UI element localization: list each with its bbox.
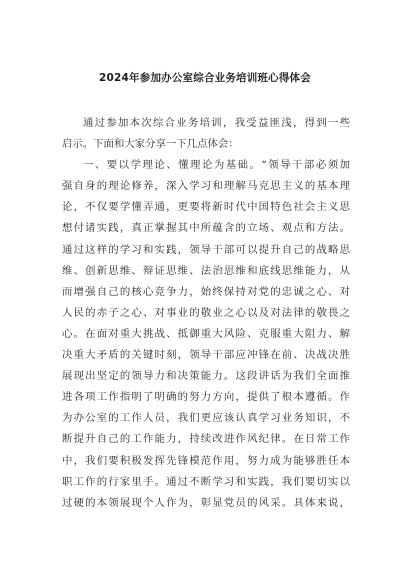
paragraph-line: 通过参加本次综合业务培训，我受益匪浅，得到一些 <box>83 117 350 129</box>
paragraph-line: 一、要以学理论、懂理论为基础。“领导干部必须加 <box>83 159 350 172</box>
paragraph-line: 职工作的行家里手。通过不断学习和实践，我们要切实以 <box>62 475 350 488</box>
paragraph-line: 论，不仅要学懂弄通，更要将新时代中国特色社会主义思 <box>62 201 350 214</box>
paragraph-line: 展现出坚定的领导力和决策能力。这段讲话为我们全面推 <box>62 370 350 383</box>
paragraph-line: 过硬的本领展现个人作为，彰显党员的风采。具体来说， <box>62 496 350 509</box>
paragraph-line: 强自身的理论修养，深入学习和理解马克思主义的基本理 <box>62 180 350 193</box>
paragraph-line: 通过这样的学习和实践，领导干部可以提升自己的战略思 <box>62 243 350 256</box>
paragraph-line: 心。在面对重大挑战、抵御重大风险、克服重大阻力、解 <box>62 327 350 340</box>
paragraph-line: 而增强自己的核心竞争力，始终保持对党的忠诚之心、对 <box>62 285 350 298</box>
document-body <box>62 113 350 514</box>
paragraph-line: 维、创新思维、辩证思维、法治思维和底线思维能力，从 <box>62 264 350 277</box>
paragraph-line: 断提升自己的工作能力，持续改进作风纪律。在日常工作 <box>62 433 350 446</box>
paragraph-line: 决重大矛盾的关键时刻，领导干部应冲锋在前、决战决胜 <box>62 349 350 362</box>
paragraph-line: 人民的赤子之心、对事业的敬业之心以及对法律的敬畏之 <box>62 306 350 319</box>
document-title: 2024年参加办公室综合业务培训班心得体会 <box>99 72 311 84</box>
paragraph-line: 为办公室的工作人员，我们更应该认真学习业务知识，不 <box>62 412 350 425</box>
paragraph-line: 进各项工作指明了明确的努力方向，提供了根本遵循。作 <box>62 391 350 404</box>
paragraph-line: 中，我们要积极发挥先锋模范作用，努力成为能够胜任本 <box>62 454 350 467</box>
paragraph-line: 启示。下面和大家分享一下几点体会： <box>62 138 239 151</box>
paragraph-line: 想付诸实践，真正掌握其中所蕴含的立场、观点和方法。 <box>62 222 350 235</box>
